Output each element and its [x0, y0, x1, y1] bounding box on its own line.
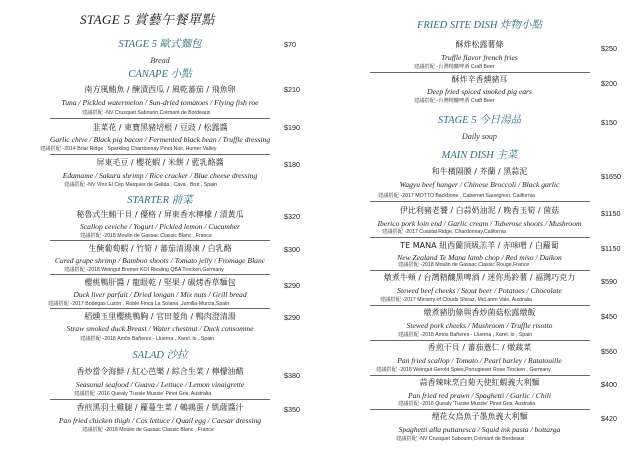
item-english-name: Wagyu beef hanger / Chinese Broccoli / Black garlic: [399, 180, 560, 189]
item-english-name: Stewed beef cheeks / Stout beer / Potatoes / Chocolate: [397, 286, 562, 295]
item-wine-pairing: [80, 234, 212, 239]
item-wine-pairing: [82, 111, 210, 116]
item-wine-pairing: [48, 302, 229, 307]
item-chinese-name: 韭菜花 / 東寶黑豬培根 / 豆豉 / 松露醬: [92, 123, 228, 132]
pairing-wine: 台灣精釀啤酒 Craft Beer: [438, 64, 495, 70]
item-price: $560: [601, 347, 617, 356]
divider: [370, 237, 590, 238]
pairing-wine: 2017 Coastal Ridge, Chardonnay,California: [406, 229, 506, 235]
pairing-label: 建議搭配 -: [380, 297, 405, 303]
pairing-label: 建議搭配 -: [396, 436, 421, 442]
pairing-wine: 台灣精釀啤酒 Craft Beer: [438, 98, 495, 104]
salad-section-title: SALAD 沙拉: [132, 350, 188, 361]
page-title: STAGE 5 賞藝午餐單點: [80, 12, 215, 27]
item-chinese-name: 稻燻玉里櫻桃鴨胸 / 官田菱角 / 鴨肉澄清湯: [84, 312, 236, 321]
divider: [50, 308, 270, 309]
canape-section-title: CANAPE 小點: [128, 69, 192, 80]
soup-section-title: STAGE 5 今日湯品: [437, 115, 522, 126]
item-wine-pairing: [80, 337, 214, 342]
pairing-wine: 2018 Amós Bañeres - Lluerna , Xarel. lo , Spain: [422, 332, 533, 338]
item-chinese-name: 南方風鮪魚 / 醃漬西瓜 / 風乾蕃茄 / 飛魚卵: [84, 85, 236, 94]
item-chinese-name: TE MANA 紐西蘭頂級羔羊 / 赤味噌 / 白蘿蔔: [400, 241, 559, 250]
item-english-name: Garlic chive / Black pig bacon / Fermented black bean / Truffle dressing: [49, 135, 271, 144]
pairing-wine: 2014 Briar Ridge , Sparkling Chardonnay Pinot Noir, Hunter Valley: [64, 146, 217, 152]
divider: [370, 270, 590, 271]
item-wine-pairing: [414, 99, 495, 104]
pairing-wine: 2018 Moulin de Gassac Classic Blanc , France: [104, 233, 212, 239]
item-english-name: Straw smoked duck Breast / Water chestnut / Duck consomme: [66, 324, 254, 333]
item-price: $450: [601, 312, 617, 321]
pairing-label: 建議搭配 -: [40, 146, 65, 152]
pairing-label: 建議搭配 -: [80, 336, 105, 342]
item-chinese-name: 和牛橫隔膜 / 芥蘭 / 黑蒜泥: [431, 167, 528, 176]
item-price: $590: [601, 277, 617, 286]
divider: [370, 409, 590, 410]
divider: [370, 305, 590, 306]
fried-section-title: FRIED SITE DISH 炸物小點: [416, 20, 543, 31]
divider: [370, 72, 590, 73]
item-english-name: Scallop ceviche / Yogurt / Pickled lemon / Cucumber: [80, 222, 240, 231]
divider: [50, 118, 270, 119]
soup-price: $150: [601, 118, 617, 127]
pairing-label: 建議搭配 -: [376, 367, 401, 373]
item-english-name: New Zealand Te Mana lamb chop / Red miso / Daikon: [397, 253, 562, 262]
item-wine-pairing: [40, 147, 216, 152]
starter-section-title: STARTER 前菜: [127, 195, 193, 206]
item-english-name: Edamame / Sakura shrimp / Rice cracker / Blue cheese dressing: [62, 171, 258, 180]
item-wine-pairing: [398, 333, 532, 338]
item-wine-pairing: [380, 298, 532, 303]
item-price: $200: [601, 79, 617, 88]
item-wine-pairing: [64, 268, 224, 273]
item-english-name: Truffle flavor french fries: [441, 53, 518, 62]
pairing-wine: 2018 Amós Bañeres - Lluerna , Xarel. lo , Spain: [104, 336, 215, 342]
pairing-label: 建議搭配 -: [82, 110, 107, 116]
divider: [50, 399, 270, 400]
item-english-name: Spaghetti alla puttanesca / Squid ink pasta / bottarga: [398, 425, 561, 434]
item-wine-pairing: [376, 368, 551, 373]
pairing-label: 建議搭配 -: [80, 233, 105, 239]
divider: [50, 240, 270, 241]
item-chinese-name: 香煎黑羽土雞腿 / 蘿蔓生菜 / 鵪鶉蛋 / 凱薩醬汁: [76, 403, 244, 412]
pairing-label: 建議搭配 -: [82, 427, 107, 433]
item-price: $210: [284, 85, 300, 94]
item-price: $420: [601, 414, 617, 423]
item-price: $1150: [601, 209, 621, 218]
item-english-name: Iberico pork loin end / Garlic cream / Tuberose shoots / Mushroom: [377, 219, 582, 228]
item-price: $350: [284, 405, 300, 414]
item-wine-pairing: [398, 402, 535, 407]
pairing-label: 建議搭配 -: [64, 182, 89, 188]
pairing-wine: 2017 Ministry of Clouds Shiraz, McLaren Vale, Australia: [404, 297, 532, 303]
item-english-name: Seasonal seafood / Guava / Lettuce / Lemon vinaigrette: [75, 380, 245, 389]
pairing-label: 建議搭配 -: [414, 64, 439, 70]
pairing-wine: 2017 Bodegas Luzón , Roble Finca La Solana ,Jumilla-Murcia,Spain: [72, 301, 230, 307]
pairing-wine: 2018 Weingut Gerold Spies,Portugieser Rose Trocken , Germany: [400, 367, 551, 373]
item-chinese-name: 秘魯式生鮪干貝 / 優格 / 屏東香水檸檬 / 漬黃瓜: [76, 210, 244, 219]
pairing-wine: NV Crusquet Sabourin,Crémant de Bordeaux: [106, 110, 211, 116]
pairing-wine: NV Vins El Cep Marqués de Gelida , Cava , Brut , Spain: [88, 182, 218, 188]
item-price: $1650: [601, 172, 621, 181]
item-wine-pairing: [382, 230, 506, 235]
pairing-label: 建議搭配 -: [382, 229, 407, 235]
item-english-name: Tuna / Pickled watermelon / Sun-dried tomatoes / Flying fish roe: [61, 98, 259, 107]
pairing-wine: 2018 Moulin de Gassac Classic Blanc , France: [106, 427, 214, 433]
divider: [50, 274, 270, 275]
item-chinese-name: 香炒當令海鮮 / 紅心芭樂 / 綜合生菜 / 檸檬油醋: [76, 367, 244, 376]
item-price: $380: [284, 371, 300, 380]
item-chinese-name: 屏東毛豆 / 櫻花蝦 / 米餅 / 藍乳酪醬: [96, 158, 224, 167]
divider: [370, 375, 590, 376]
pairing-wine: NV Crusquet Sabourin,Crémant de Bordeaux: [420, 436, 525, 442]
item-chinese-name: 酥炸松露薯條: [455, 40, 504, 49]
pairing-label: 建議搭配 -: [398, 401, 423, 407]
bread-subtitle: Bread: [150, 56, 170, 65]
item-wine-pairing: [74, 392, 211, 397]
item-english-name: Duck liver parfait / Dried longan / Mix nuts / Grill bread: [73, 290, 247, 299]
item-wine-pairing: [398, 263, 529, 268]
item-chinese-name: 酥炸辛香燻豬耳: [451, 75, 508, 84]
pairing-label: 建議搭配 -: [74, 391, 99, 397]
item-price: $290: [284, 313, 300, 322]
item-price: $250: [601, 44, 617, 53]
pairing-wine: 2016 Quealy 'Tussie Mussie' Pinot Gris, Australia: [422, 401, 536, 407]
divider: [370, 340, 590, 341]
pairing-wine: 2016 Quealy 'Tussie Mussie' Pinot Gris, Australia: [98, 391, 212, 397]
pairing-wine: 2018 Weingut Bremer KOI Riesling QBA Trocken,Germany: [88, 267, 224, 273]
pairing-wine: 2017 MOTTO Backbone , Cabernet Sauvignon, California: [402, 193, 535, 199]
item-price: $190: [284, 123, 300, 132]
bread-price: $70: [284, 40, 296, 49]
item-english-name: Pan fried scallop / Tomato / Pearl barley / Ratatouille: [397, 356, 562, 365]
item-wine-pairing: [414, 65, 495, 70]
item-english-name: Pan fried chicken thigh / Cos lettuce / Quail egg / Caesar dressing: [58, 416, 262, 425]
divider: [50, 154, 270, 155]
item-chinese-name: 燉煮豬肋條與香炒菌菇松露燉飯: [423, 308, 536, 317]
item-wine-pairing: [378, 194, 535, 199]
item-wine-pairing: [82, 428, 214, 433]
pairing-label: 建議搭配 -: [414, 98, 439, 104]
item-price: $300: [284, 245, 300, 254]
main-section-title: MAIN DISH 主菜: [441, 150, 518, 161]
pairing-label: 建議搭配 -: [48, 301, 73, 307]
item-chinese-name: 櫻桃鴨肝醬 / 龍眼乾 / 堅果 / 碳烤香草麵包: [84, 278, 236, 287]
item-english-name: Cured grape shrimp / Bamboo shoots / Tomato jelly / Fromage Blanc: [54, 256, 266, 265]
item-wine-pairing: [64, 183, 217, 188]
item-english-name: Deep fried spiced smoked pig ears: [427, 87, 532, 96]
item-price: $320: [284, 212, 300, 221]
item-chinese-name: 燉煮牛頰 / 台灣精釀黑啤酒 / 迷你馬鈴薯 / 福灣巧克力: [383, 273, 576, 282]
pairing-label: 建議搭配 -: [64, 267, 89, 273]
pairing-label: 建議搭配 -: [398, 332, 423, 338]
pairing-label: 建議搭配 -: [378, 193, 403, 199]
item-english-name: Stewed pork cheeks / Mushroom / Truffle risotto: [406, 321, 553, 330]
soup-subtitle: Daily soup: [462, 132, 497, 141]
item-price: $1150: [601, 244, 621, 253]
item-chinese-name: 蒜香辣味烹白菊天使紅蝦義大利麵: [419, 378, 540, 387]
item-chinese-name: 香煎干貝 / 蕃茄薏仁 / 燉蔬菜: [427, 343, 532, 352]
pairing-label: 建議搭配 -: [398, 262, 423, 268]
item-price: $180: [284, 160, 300, 169]
pairing-wine: 2018 Moulin de Gassac Classic Rouge,France: [422, 262, 530, 268]
item-price: $290: [284, 281, 300, 290]
divider: [370, 201, 590, 202]
item-chinese-name: 煙花女烏魚子墨魚義大利麵: [431, 412, 528, 421]
item-chinese-name: 伊比利豬老饕 / 白蒜奶油泥 / 晚香玉筍 / 菌菇: [399, 206, 560, 215]
item-price: $400: [601, 380, 617, 389]
item-chinese-name: 生醃葡萄蝦 / 竹筍 / 蕃茄清湯凍 / 白乳酪: [88, 244, 232, 253]
item-wine-pairing: [396, 437, 524, 442]
bread-section-title: STAGE 5 歐式麵包: [118, 39, 202, 50]
item-english-name: Pan fried red prawn / Spaghetti / Garlic / Chili: [408, 391, 551, 400]
